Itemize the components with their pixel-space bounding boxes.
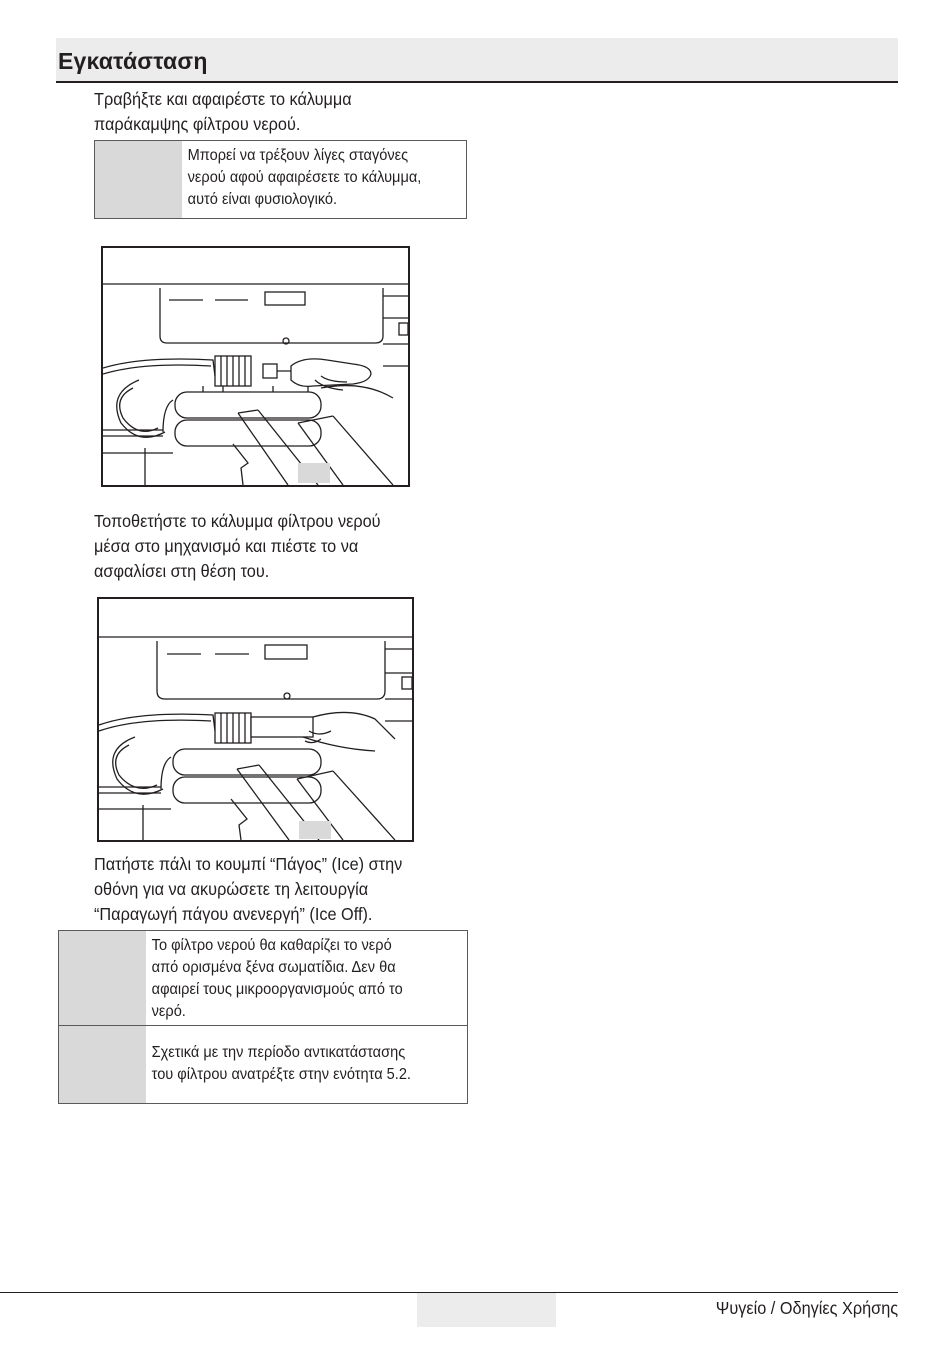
page-number-tab [417,1293,556,1327]
text-line: Μπορεί να τρέξουν λίγες σταγόνες [187,147,409,164]
step-ice-button-text [94,852,402,927]
text-line: νερό. [151,1003,186,1020]
note-icon-area [59,1026,146,1103]
footer-title: Ψυγείο / Οδηγίες Χρήσης [715,1298,898,1318]
note-replacement-period [58,1025,468,1104]
section-header [56,38,898,83]
text-line: Τοποθετήστε το κάλυμμα φίλτρου νερού [94,511,381,531]
note-text [146,931,408,1026]
note-icon-area [95,141,182,218]
text-line: αυτό είναι φυσιολογικό. [187,191,338,208]
text-line: “Παραγωγή πάγου ανενεργή” (Ice Off). [94,904,373,924]
text-line: οθόνη για να ακυρώσετε τη λειτουργία [94,879,369,899]
text-line: Τραβήξτε και αφαιρέστε το κάλυμμα [94,89,352,109]
text-line: μέσα στο μηχανισμό και πιέστε το να [94,536,359,556]
step-remove-bypass-text [94,87,352,137]
text-line: Πατήστε πάλι το κουμπί “Πάγος” (Ice) στην [94,854,403,874]
note-water-drops [94,140,467,219]
text-line: του φίλτρου ανατρέξτε στην ενότητα 5.2. [151,1066,411,1083]
text-line: από ορισμένα ξένα σωματίδια. Δεν θα [151,959,396,976]
section-title: Εγκατάσταση [58,48,208,74]
note-icon-area [59,931,146,1026]
note-filter-particles [58,930,468,1026]
note-text [182,141,427,218]
note-text [146,1026,417,1103]
text-line: ασφαλίσει στη θέση του. [94,561,270,581]
text-line: αφαιρεί τους μικροοργανισμούς από το [151,981,403,998]
figure-insert-filter [97,597,414,842]
text-line: Το φίλτρο νερού θα καθαρίζει το νερό [151,937,392,954]
text-line: Σχετικά με την περίοδο αντικατάστασης [151,1044,406,1061]
figure-remove-bypass-cover [101,246,410,487]
text-line: νερού αφού αφαιρέσετε το κάλυμμα, [187,169,422,186]
text-line: παράκαμψης φίλτρου νερού. [94,114,301,134]
step-insert-filter-text [94,509,381,584]
